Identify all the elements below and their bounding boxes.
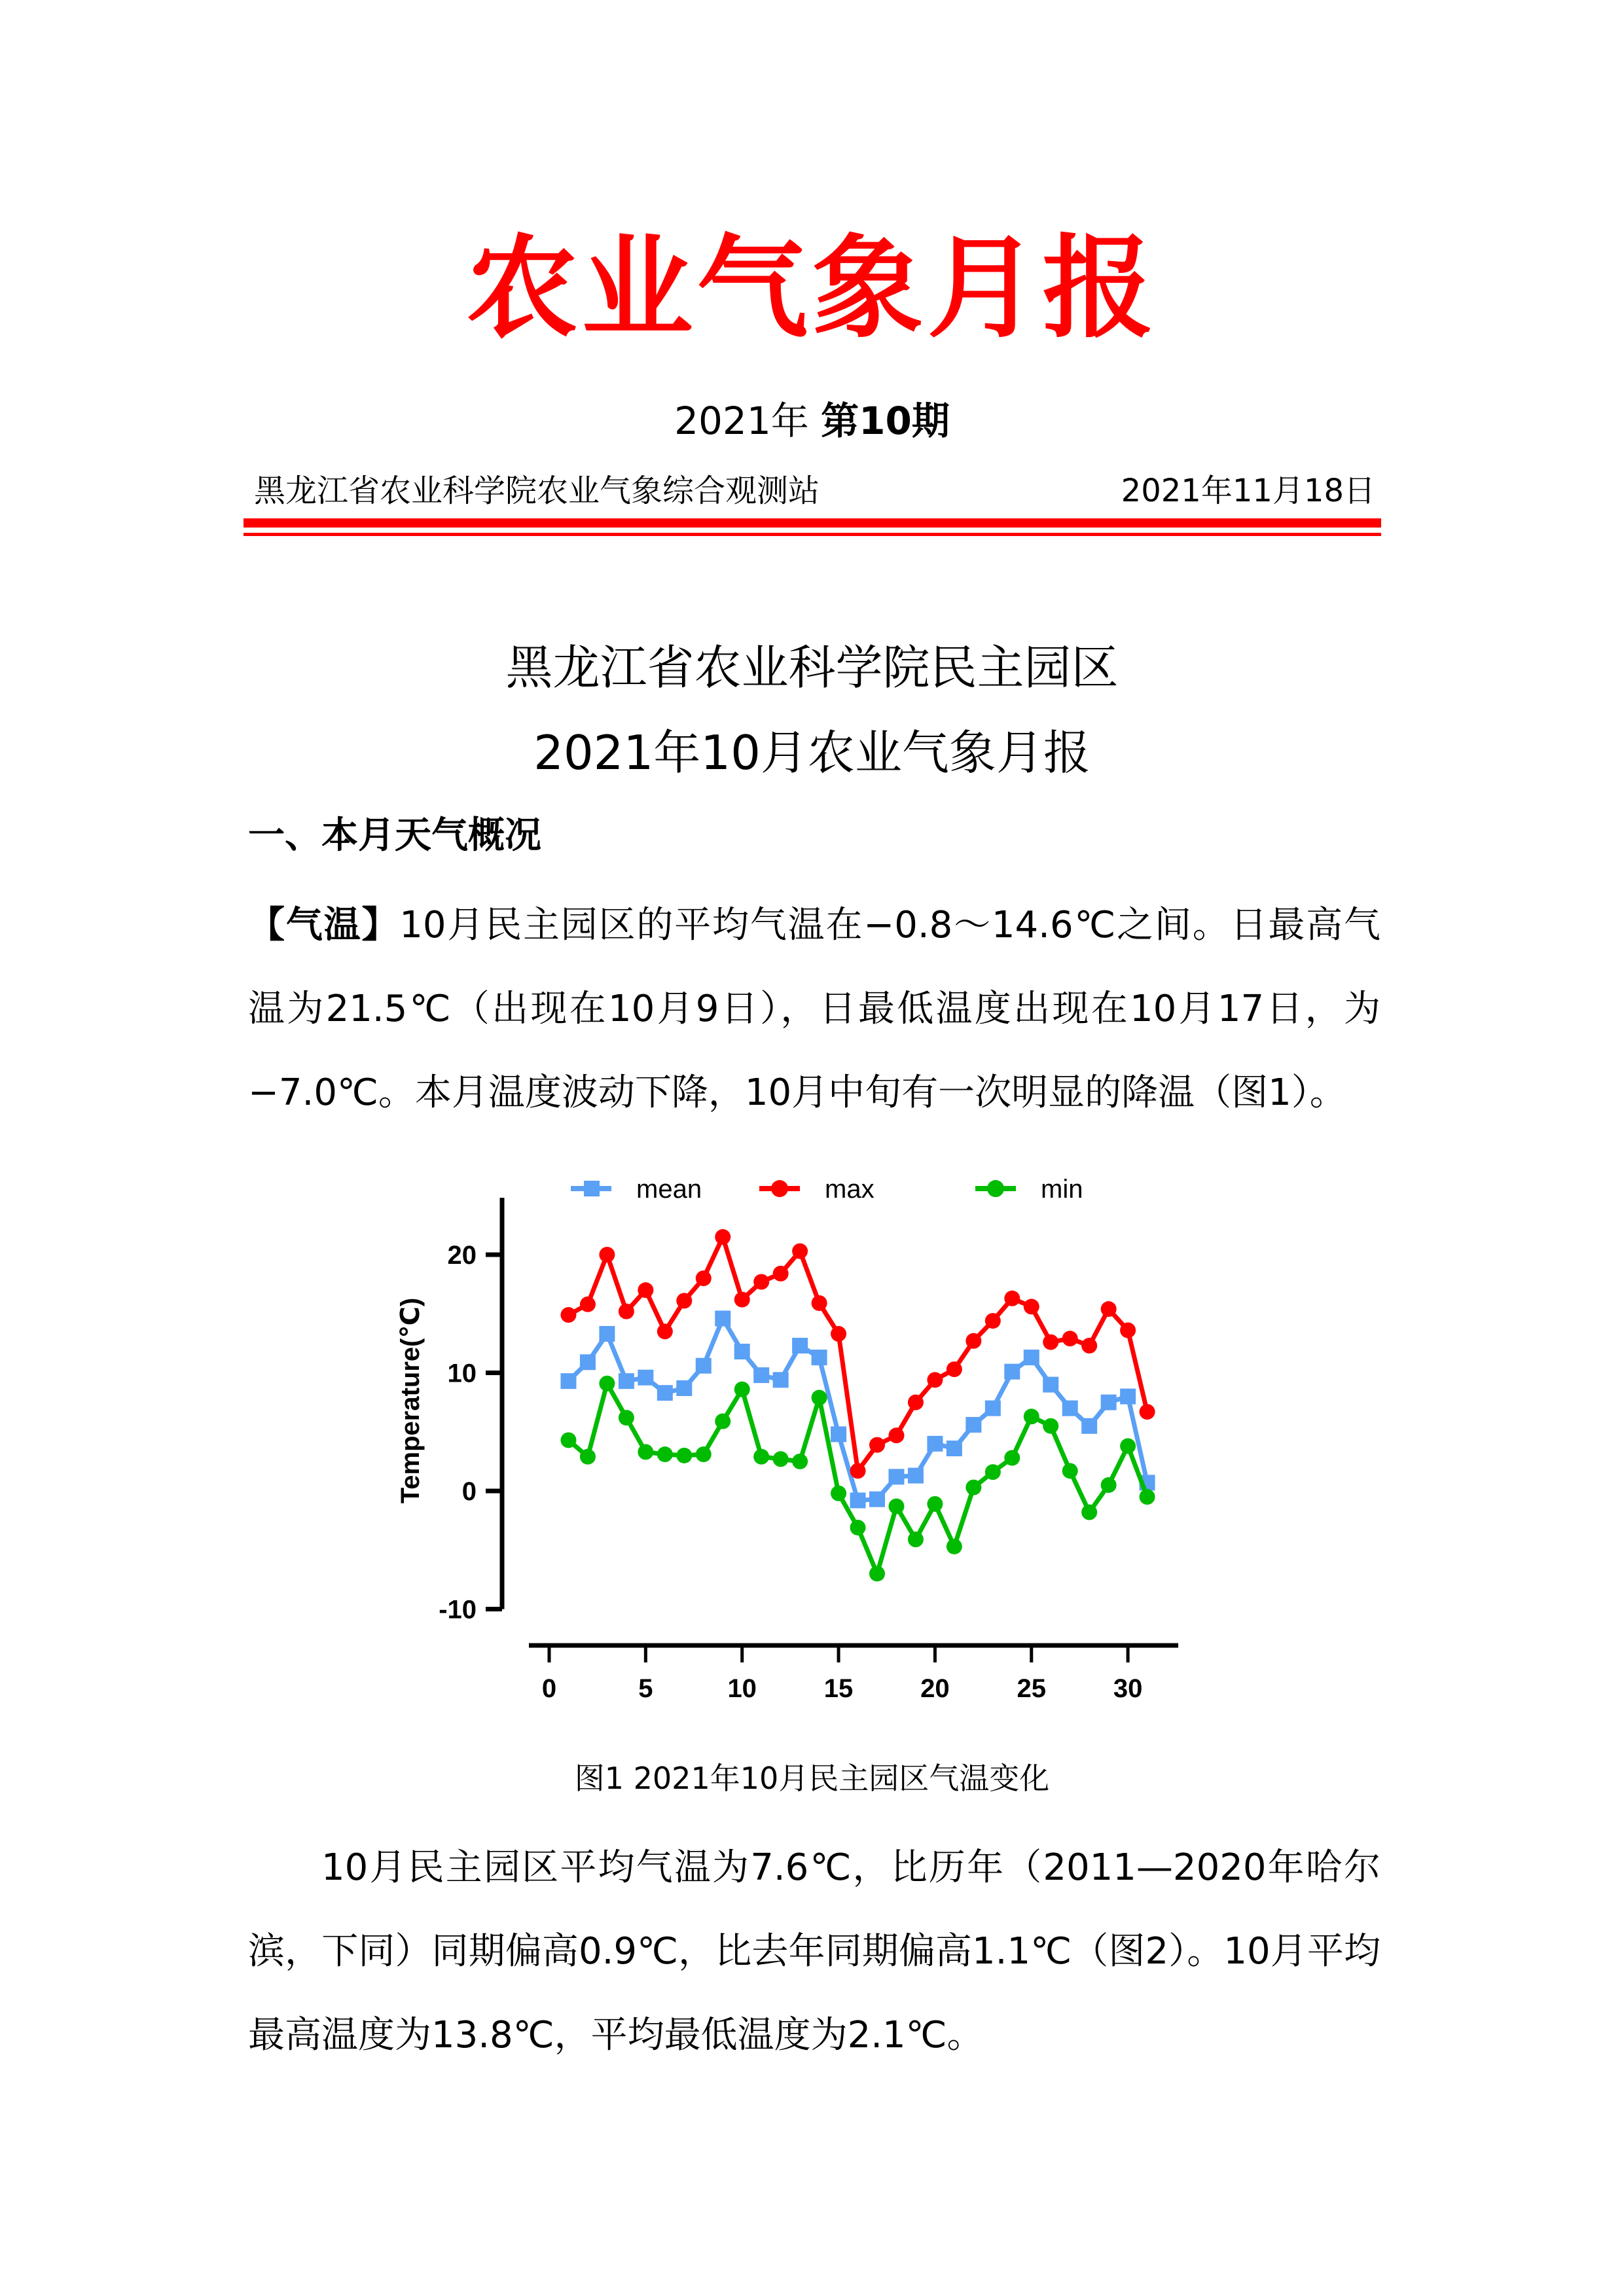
chart-plot-area xyxy=(560,1229,1155,1581)
max-line xyxy=(568,1237,1147,1471)
x-tick-label: 10 xyxy=(727,1674,757,1703)
min-marker xyxy=(619,1410,634,1426)
min-marker xyxy=(1101,1477,1117,1493)
mean-marker xyxy=(831,1426,846,1442)
max-marker xyxy=(1043,1335,1058,1350)
min-marker xyxy=(1004,1450,1020,1465)
mean-marker xyxy=(1101,1395,1117,1410)
report-title-line1: 黑龙江省农业科学院民主园区 xyxy=(505,640,1119,695)
min-marker xyxy=(676,1448,692,1463)
mean-marker xyxy=(947,1441,962,1456)
max-marker xyxy=(1140,1404,1155,1420)
min-marker xyxy=(657,1446,673,1462)
legend-max-marker xyxy=(771,1180,788,1197)
summary-text: 10月民主园区平均气温为7.6℃，比历年（2011—2020年哈尔滨，下同）同期偏高0.9℃，比去年同期偏高1.1℃（图2）。10月平均最高温度为13.8℃，平均最低温度为2.1℃。 xyxy=(248,1846,1380,2056)
mean-marker xyxy=(965,1417,981,1433)
publish-date: 2021年11月18日 xyxy=(1121,473,1375,509)
report-title-line2: 2021年10月农业气象月报 xyxy=(533,725,1091,780)
max-marker xyxy=(927,1372,943,1388)
min-marker xyxy=(947,1539,962,1554)
min-marker xyxy=(1120,1438,1136,1454)
mean-marker xyxy=(1024,1350,1039,1365)
chart-legend xyxy=(571,1175,1083,1204)
min-marker xyxy=(638,1444,653,1460)
min-marker xyxy=(927,1496,943,1512)
max-marker xyxy=(638,1282,653,1298)
y-tick-label: 10 xyxy=(447,1359,477,1388)
min-marker xyxy=(560,1432,576,1448)
y-axis-label: Temperature(℃) xyxy=(396,1297,425,1504)
y-tick-label: 0 xyxy=(461,1477,477,1506)
max-marker xyxy=(1024,1299,1039,1314)
issue-year: 2021年 xyxy=(674,399,809,443)
mean-marker xyxy=(1004,1364,1020,1380)
organization-name: 黑龙江省农业科学院农业气象综合观测站 xyxy=(254,473,820,509)
mean-marker xyxy=(676,1380,692,1396)
max-marker xyxy=(696,1270,712,1286)
mean-marker xyxy=(599,1326,615,1342)
mean-marker xyxy=(560,1373,576,1389)
mean-marker xyxy=(753,1367,769,1383)
max-marker xyxy=(1120,1323,1136,1338)
min-marker xyxy=(888,1498,904,1514)
x-tick-label: 20 xyxy=(920,1674,950,1703)
mean-marker xyxy=(1062,1401,1078,1416)
mean-marker xyxy=(792,1338,808,1354)
max-marker xyxy=(869,1437,885,1453)
legend-min-marker xyxy=(987,1180,1004,1197)
mean-marker xyxy=(812,1350,827,1365)
mean-marker xyxy=(773,1372,789,1388)
legend-max-label: max xyxy=(825,1175,875,1204)
min-marker xyxy=(1081,1504,1097,1520)
temperature-text: 10月民主园区的平均气温在−0.8～14.6℃之间。日最高气温为21.5℃（出现在10月9日），日最低温度出现在10月17日，为−7.0℃。本月温度波动下降，10月中旬有一次明显的降温（图1）。 xyxy=(248,904,1380,1114)
max-marker xyxy=(599,1247,615,1263)
min-marker xyxy=(812,1390,827,1405)
max-marker xyxy=(908,1395,924,1410)
x-tick-label: 0 xyxy=(541,1674,557,1703)
max-marker xyxy=(580,1297,596,1312)
max-marker xyxy=(831,1326,846,1342)
min-marker xyxy=(715,1414,731,1429)
mean-marker xyxy=(869,1492,885,1507)
mean-marker xyxy=(850,1492,866,1508)
x-tick-label: 25 xyxy=(1017,1674,1046,1703)
max-marker xyxy=(657,1323,673,1339)
mean-marker xyxy=(580,1354,596,1370)
max-marker xyxy=(715,1229,731,1245)
max-marker xyxy=(850,1463,866,1479)
max-marker xyxy=(619,1304,634,1319)
max-marker xyxy=(888,1427,904,1443)
max-marker xyxy=(965,1333,981,1349)
mean-marker xyxy=(1081,1418,1097,1434)
mean-marker xyxy=(1043,1377,1058,1393)
max-marker xyxy=(1101,1301,1117,1317)
min-marker xyxy=(773,1451,789,1467)
min-marker xyxy=(696,1446,712,1462)
max-marker xyxy=(676,1293,692,1308)
legend-min-label: min xyxy=(1041,1175,1083,1204)
max-marker xyxy=(1062,1331,1078,1346)
min-marker xyxy=(1024,1408,1039,1424)
max-marker xyxy=(1004,1291,1020,1306)
legend-mean-marker xyxy=(584,1181,600,1196)
max-marker xyxy=(560,1307,576,1323)
min-marker xyxy=(831,1486,846,1501)
min-marker xyxy=(985,1464,1001,1480)
min-marker xyxy=(1062,1463,1078,1479)
figure1-caption: 图1 2021年10月民主园区气温变化 xyxy=(574,1761,1050,1796)
min-marker xyxy=(1140,1489,1155,1505)
min-marker xyxy=(850,1520,866,1535)
min-marker xyxy=(965,1480,981,1496)
temperature-tag: 【气温】 xyxy=(248,904,400,946)
x-tick-label: 30 xyxy=(1113,1674,1143,1703)
mean-marker xyxy=(619,1373,634,1389)
y-tick-label: 20 xyxy=(447,1241,477,1270)
x-tick-label: 5 xyxy=(638,1674,653,1703)
mean-marker xyxy=(715,1310,731,1326)
max-marker xyxy=(792,1244,808,1259)
legend-mean-label: mean xyxy=(636,1175,702,1204)
max-marker xyxy=(734,1292,750,1308)
min-marker xyxy=(580,1449,596,1465)
min-marker xyxy=(908,1532,924,1547)
max-marker xyxy=(753,1274,769,1290)
min-marker xyxy=(792,1454,808,1469)
section-heading-weather: 一、本月天气概况 xyxy=(248,814,541,857)
min-marker xyxy=(1043,1418,1058,1434)
x-tick-label: 15 xyxy=(823,1674,854,1703)
min-marker xyxy=(753,1449,769,1465)
summary-paragraph xyxy=(248,1826,1380,2077)
max-marker xyxy=(947,1361,962,1377)
mean-marker xyxy=(638,1370,653,1386)
mean-marker xyxy=(927,1436,943,1452)
min-marker xyxy=(734,1382,750,1397)
y-tick-label: -10 xyxy=(439,1595,477,1624)
mean-marker xyxy=(908,1468,924,1484)
issue-number: 第10期 xyxy=(821,399,950,443)
mean-marker xyxy=(1120,1389,1136,1405)
mean-marker xyxy=(985,1401,1001,1416)
min-marker xyxy=(599,1376,615,1391)
max-marker xyxy=(773,1266,789,1282)
min-marker xyxy=(869,1566,885,1581)
mean-marker xyxy=(734,1344,750,1359)
mean-marker xyxy=(657,1385,673,1401)
max-marker xyxy=(985,1313,1001,1329)
max-marker xyxy=(1081,1338,1097,1354)
mean-marker xyxy=(696,1358,712,1374)
masthead-title: 农业气象月报 xyxy=(466,223,1158,353)
max-marker xyxy=(812,1295,827,1311)
mean-marker xyxy=(888,1469,904,1484)
